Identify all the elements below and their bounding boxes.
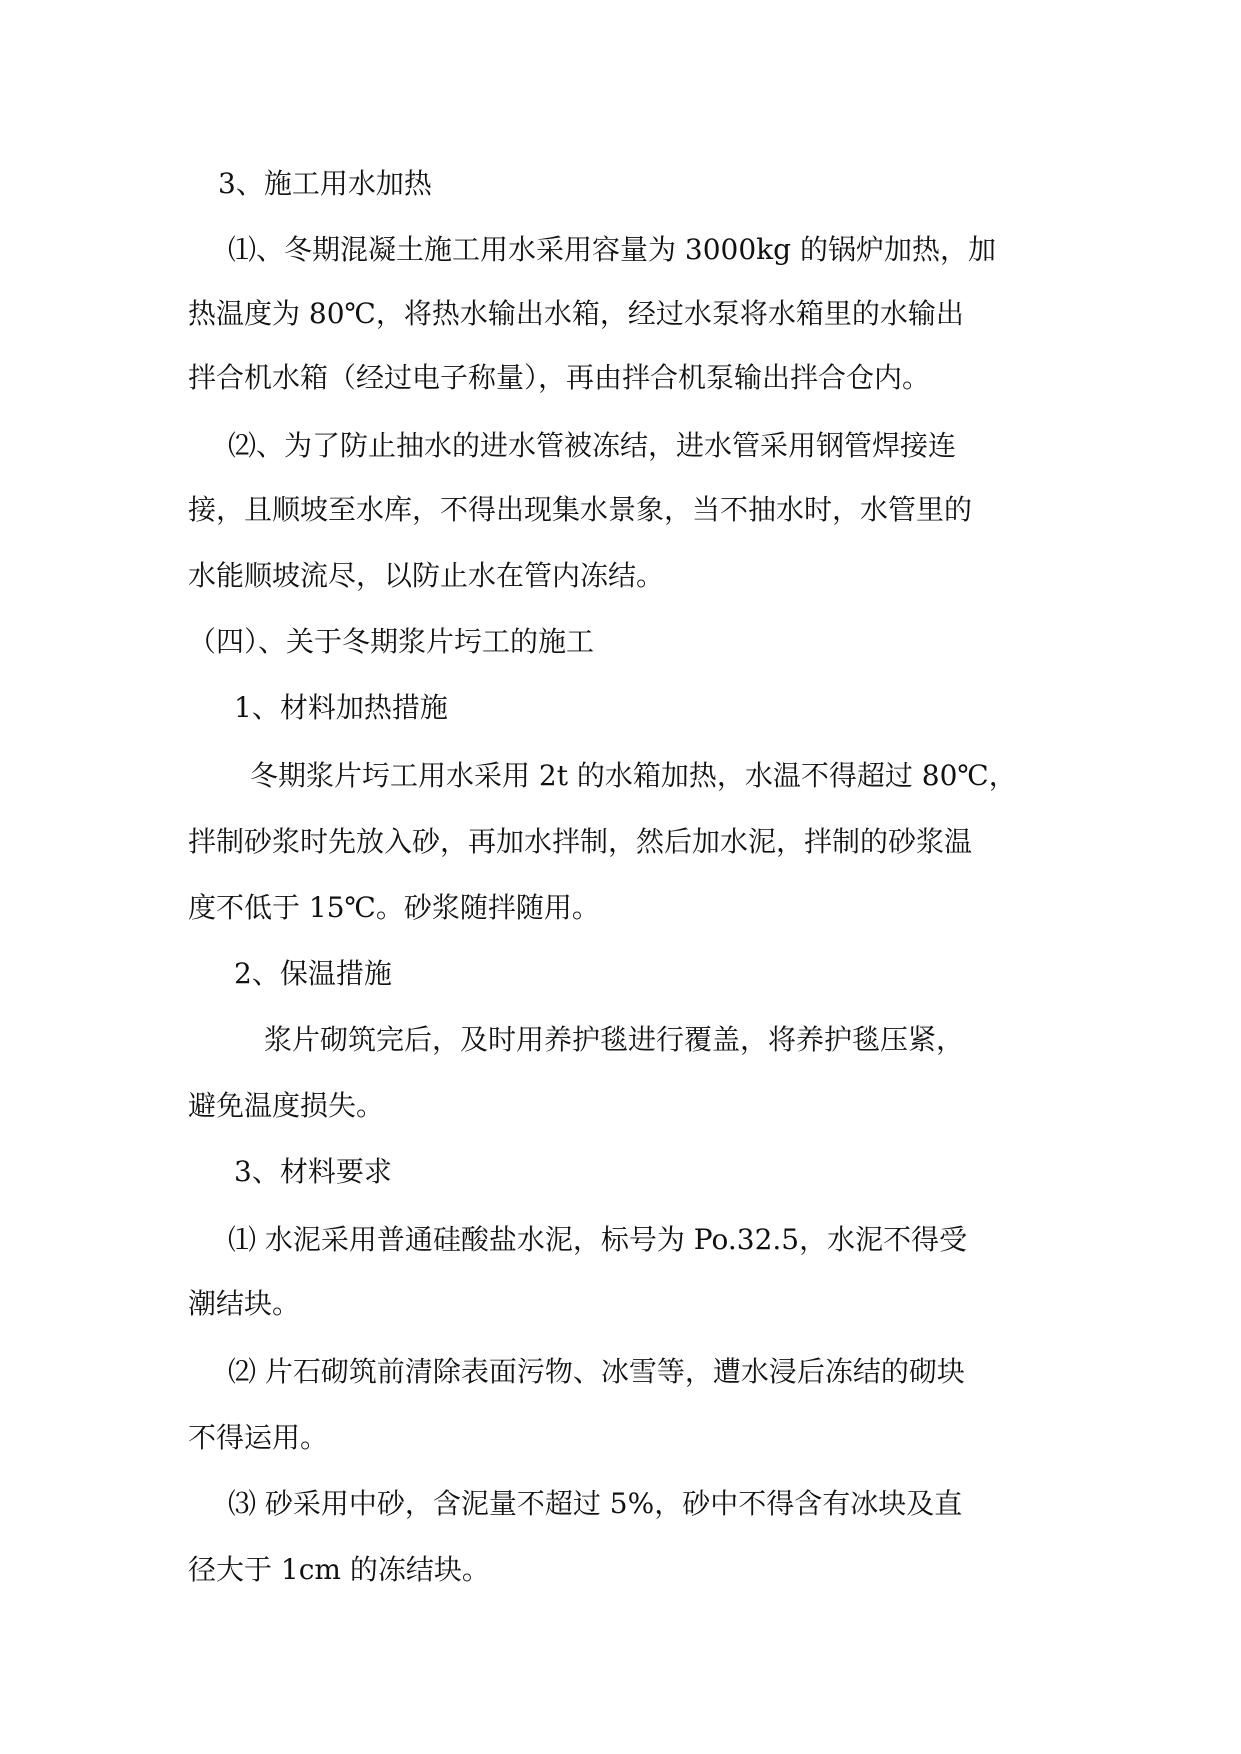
paragraph-line: 接，且顺坡至水库，不得出现集水景象，当不抽水时，水管里的 <box>188 493 973 526</box>
paragraph-line: ⑵、为了防止抽水的进水管被冻结，进水管采用钢管焊接连 <box>228 429 957 462</box>
paragraph-line: 拌制砂浆时先放入砂，再加水拌制，然后加水泥，拌制的砂浆温 <box>188 825 973 858</box>
paragraph-line: 冬期浆片圬工用水采用 2t 的水箱加热，水温不得超过 80℃， <box>250 759 1017 792</box>
paragraph-line: 径大于 1cm 的冻结块。 <box>188 1553 490 1586</box>
paragraph-line: 不得运用。 <box>188 1421 329 1454</box>
section-heading-material-requirements: 3、材料要求 <box>234 1155 392 1188</box>
paragraph-line: 度不低于 15℃。砂浆随拌随用。 <box>188 891 600 924</box>
paragraph-line: ⑶ 砂采用中砂，含泥量不超过 5%，砂中不得含有冰块及直 <box>228 1487 963 1520</box>
section-heading-water-heating: 3、施工用水加热 <box>218 167 432 200</box>
paragraph-line: ⑴ 水泥采用普通硅酸盐水泥，标号为 Po.32.5，水泥不得受 <box>228 1223 968 1256</box>
paragraph-line: ⑴、冬期混凝土施工用水采用容量为 3000kg 的锅炉加热，加 <box>228 233 996 266</box>
chapter-heading-winter-masonry: （四）、关于冬期浆片圬工的施工 <box>188 625 595 658</box>
paragraph-line: 拌合机水箱（经过电子称量），再由拌合机泵输出拌合仓内。 <box>188 361 931 394</box>
paragraph-line: 潮结块。 <box>188 1287 301 1320</box>
paragraph-line: ⑵ 片石砌筑前清除表面污物、冰雪等，遭水浸后冻结的砌块 <box>228 1355 965 1388</box>
paragraph-line: 避免温度损失。 <box>188 1089 385 1122</box>
paragraph-line: 浆片砌筑完后，及时用养护毯进行覆盖，将养护毯压紧， <box>264 1023 965 1056</box>
section-heading-insulation: 2、保温措施 <box>234 957 392 990</box>
paragraph-line: 水能顺坡流尽，以防止水在管内冻结。 <box>188 559 665 592</box>
section-heading-material-heating: 1、材料加热措施 <box>234 691 448 724</box>
paragraph-line: 热温度为 80℃，将热水输出水箱，经过水泵将水箱里的水输出 <box>188 297 964 330</box>
